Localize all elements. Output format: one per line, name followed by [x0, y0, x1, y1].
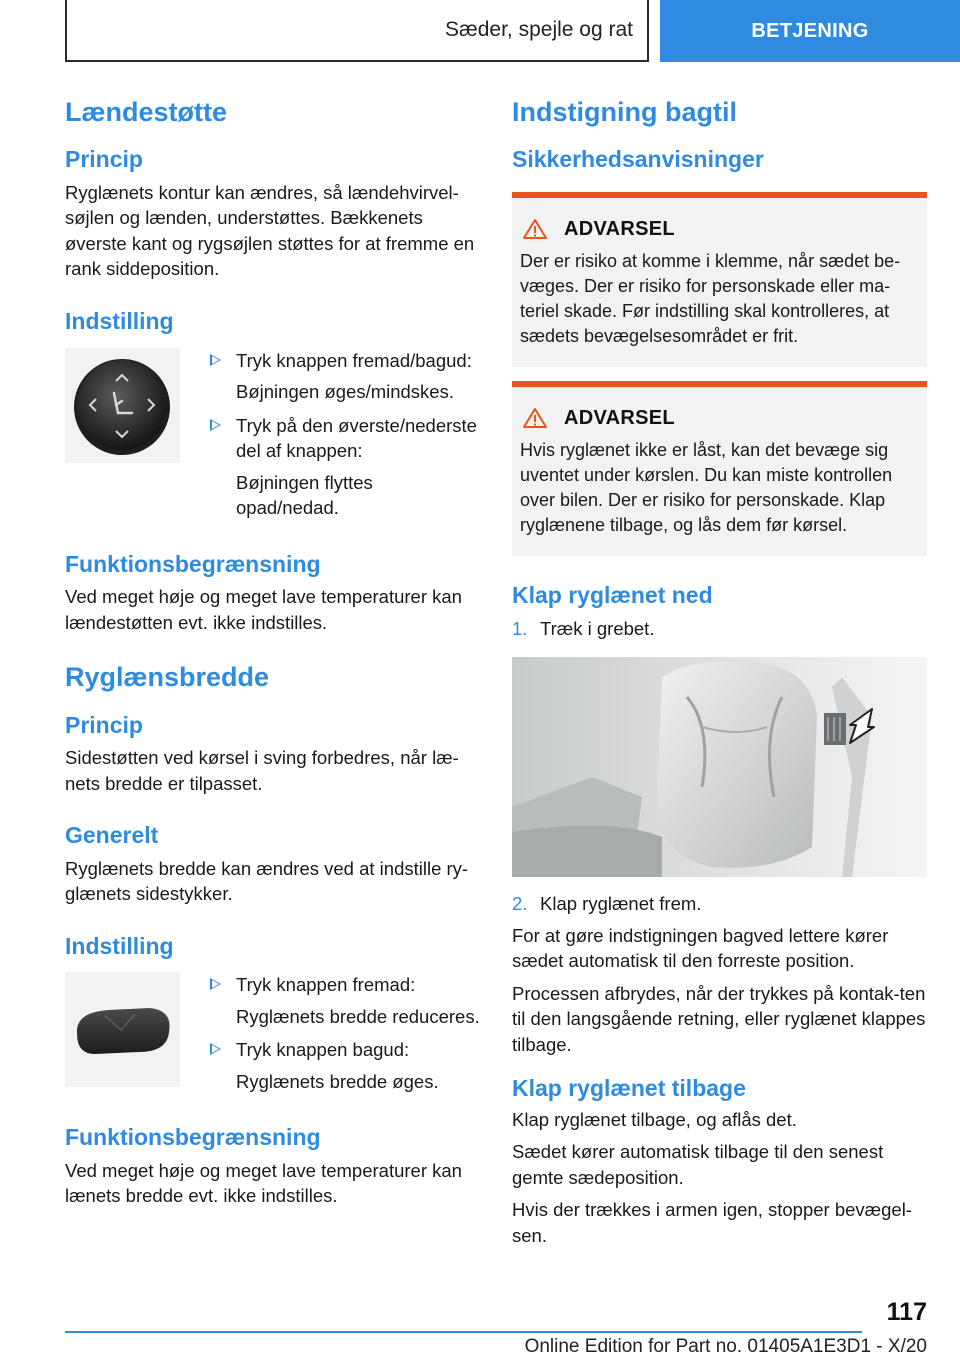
back-paragraph-1: Klap ryglænet tilbage, og aflås det. — [512, 1108, 797, 1130]
lumbar-control-image — [65, 348, 180, 463]
step-2: 2. Klap ryglænet frem. — [512, 893, 702, 915]
rear-entry-title: Indstigning bagtil — [512, 97, 737, 127]
right-column — [512, 96, 927, 1248]
lumbar-knob-icon — [70, 353, 175, 458]
header-chapter-tab — [660, 0, 960, 62]
warning-label: ADVARSEL — [564, 406, 675, 429]
lumbar-title: Lændestøtte — [65, 97, 227, 127]
header-section-title — [65, 0, 649, 62]
footer-edition: Online Edition for Part no. 01405A1E3D1 - X/20 — [524, 1336, 927, 1357]
left-column — [65, 96, 480, 1209]
width-principle-text: Sidestøtten ved kørsel i sving forbedres, når læ-nets bredde er tilpasset. — [65, 747, 459, 794]
width-bullet-2: Tryk knappen bagud: Ryglænets bredde øges. — [202, 1037, 480, 1094]
lumbar-bullet-2: Tryk på den øverste/nederste del af knappen: Bøjningen flyttes opad/nedad. — [202, 413, 480, 521]
chapter-title: BETJENING — [751, 19, 869, 42]
bullet-triangle-icon — [210, 1043, 221, 1055]
fold-heading: Klap ryglænet ned — [512, 581, 713, 608]
bullet-triangle-icon — [210, 978, 221, 990]
width-general-heading: Generelt — [65, 822, 159, 849]
lumbar-setting-block — [65, 348, 480, 525]
warning-box-2 — [512, 381, 927, 556]
footer-divider — [65, 1331, 862, 1333]
width-limit-heading: Funktionsbegrænsning — [65, 1124, 321, 1151]
safety-heading: Sikkerhedsanvisninger — [512, 146, 764, 173]
warning-text: Hvis ryglænet ikke er låst, kan det bevæge sig uventet under kørslen. Du kan miste kontrollen over bilen. Der er risiko for personskade. Klap ryglænene tilbage, og lås dem før kørsel. — [520, 439, 893, 535]
fold-paragraph-2: Processen afbrydes, når der trykkes på kontak-ten til den langsgående retning, eller ryglænet klappes tilbage. — [512, 982, 926, 1055]
warning-label: ADVARSEL — [564, 217, 675, 240]
warning-text: Der er risiko at komme i klemme, når sædet be-væges. Der er risiko for personskade eller ma-teriel skade. Før indstilling skal kontrolleres, at sædets bevægelsesområdet er frit. — [520, 250, 901, 346]
width-principle-heading: Princip — [65, 711, 143, 738]
width-control-image — [65, 972, 180, 1087]
seat-photo-illustration — [512, 657, 927, 877]
back-paragraph-2: Sædet kører automatisk tilbage til den senest gemte sædeposition. — [512, 1141, 884, 1188]
width-setting-heading: Indstilling — [65, 932, 174, 959]
lumbar-bullet-1: Tryk knappen fremad/bagud: Bøjningen øges/mindskes. — [202, 348, 480, 405]
back-heading: Klap ryglænet tilbage — [512, 1075, 746, 1102]
width-setting-block — [65, 972, 480, 1098]
warning-triangle-icon — [522, 407, 548, 429]
page-number: 117 — [886, 1298, 927, 1326]
back-paragraph-3: Hvis der trækkes i armen igen, stopper bevægel-sen. — [512, 1199, 912, 1246]
lumbar-principle-text: Ryglænets kontur kan ændres, så lændehvirvel-søjlen og lænden, understøttes. Bækkenets øverste kant og rygsøjlen støttes for at fremme en rank siddeposition. — [65, 181, 475, 280]
lumbar-principle-heading: Princip — [65, 146, 143, 173]
lumbar-setting-heading: Indstilling — [65, 307, 174, 334]
warning-box-1 — [512, 192, 927, 367]
seat-lever-photo — [512, 657, 927, 877]
width-bullet-1: Tryk knappen fremad: Ryglænets bredde reduceres. — [202, 972, 480, 1029]
width-general-text: Ryglænets bredde kan ændres ved at indstille ry-glænets sidestykker. — [65, 857, 469, 905]
section-title: Sæder, spejle og rat — [445, 18, 633, 41]
width-title: Ryglænsbredde — [65, 662, 270, 693]
step-1: 1. Træk i grebet. — [512, 617, 655, 639]
lumbar-limit-heading: Funktionsbegrænsning — [65, 550, 321, 577]
bullet-triangle-icon — [210, 419, 221, 431]
lumbar-limit-text: Ved meget høje og meget lave temperaturer kan lændestøtten evt. ikke indstilles. — [65, 586, 462, 633]
bullet-triangle-icon — [210, 354, 221, 366]
fold-paragraph-1: For at gøre indstigningen bagved lettere kører sædet automatisk til den forreste position. — [512, 924, 889, 972]
width-limit-text: Ved meget høje og meget lave temperaturer kan lænets bredde evt. ikke indstilles. — [65, 1159, 462, 1207]
width-switch-icon — [69, 1000, 177, 1060]
warning-triangle-icon — [522, 218, 548, 240]
